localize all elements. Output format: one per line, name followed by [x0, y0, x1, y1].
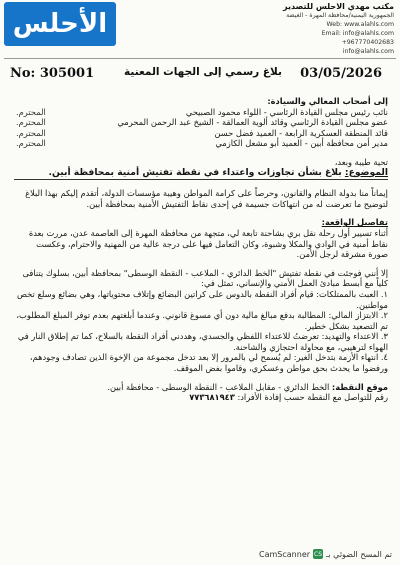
addressee-honorific: المحترم.	[16, 117, 46, 128]
subject-line	[14, 168, 388, 179]
addressee-honorific: المحترم.	[16, 127, 46, 138]
facts-paragraph-2: إلا أنني فوجئت في نقطة تفتيش "الخط الدائري - الملاعب - النقطة الوسطى" بمحافظة أبين، بسلوك يتنافى كلياً مع أبسط مبادئ العمل الأمني والإنساني، تمثل في:	[22, 267, 388, 289]
contact-number: ٧٧٣٦٨١٩٤٣	[189, 392, 235, 403]
subject-text: بلاغ بشأن تجاوزات واعتداء في نقطة تفتيش أمنية بمحافظة أبين.	[48, 166, 342, 178]
letter-body	[14, 96, 388, 403]
subject-underline	[14, 179, 388, 180]
camscanner-icon: CS	[314, 550, 323, 558]
addressee-name: مدير أمن محافظة أبين - العميد أبو مشعل الكازمي	[215, 138, 388, 149]
company-email: Email: info@alahls.com	[321, 30, 394, 37]
addressee-line	[14, 128, 388, 139]
document-date: 03/05/2026	[300, 66, 382, 81]
addressee-name: عضو مجلس القيادة الرئاسي وقائد ألوية العمالقة - الشيخ عبد الرحمن المحرمي	[117, 117, 388, 128]
addressee-line	[14, 117, 388, 128]
document-title: بلاغ رسمي إلى الجهات المعنية	[124, 66, 282, 78]
addressee-honorific: المحترم.	[16, 106, 46, 117]
addressees-intro: إلى أصحاب المعالي والسيادة:	[267, 96, 388, 106]
location-line	[14, 382, 388, 393]
company-logo	[4, 2, 116, 46]
location-label: موقع النقطة:	[331, 381, 388, 392]
violation-item: ١. العبث بالممتلكات: قيام أفراد النقطة بالدوس على كراتين البضائع وإتلاف محتوياتها، وهي بضائع وسلع تخص مواطنين.	[16, 288, 388, 310]
addressee-line	[14, 138, 388, 149]
greeting: تحية طيبة وبعد،	[334, 156, 388, 167]
company-country: الجمهورية اليمنية/محافظة المهرة - الغيضة	[286, 12, 394, 19]
company-web: Web: www.alahls.com	[326, 21, 394, 28]
scanner-app: CamScanner	[259, 549, 311, 559]
violation-item: ٢. الابتزاز المالي: المطالبة بدفع مبالغ مالية دون أي مسوغ قانوني. وعندما أبلغتهم بعدم توفر المبلغ المطلوب، تم التصعيد بشكل خطير.	[16, 310, 388, 331]
contact-line	[14, 392, 388, 403]
violation-item: ٣. الاعتداء والتهديد: تعرضتُ للاعتداء اللفظي والجسدي، وهددني أفراد النقطة بالسلاح، كما تم إطلاق النار في الهواء لترهيبي، مع محاولة احتجازي والشاحنة.	[17, 331, 388, 352]
facts-paragraph-1: أثناء تسيير أول رحلة نقل بري بشاحنة تابعة لي، متجهة من محافظة المهرة إلى العاصمة عدن، مررت بعدة نقاط أمنية في الوادي والمكلا وشبوة، وكان التعامل فيها على درجة عالية من المهنية والاحترام، وعكست صورة مشرقة لرجل الأمن.	[28, 227, 388, 260]
addressee-line	[14, 107, 388, 118]
header-divider	[4, 58, 396, 59]
violation-item: ٤. انتهاء الأزمة بتدخل الغير: لم يُسمح لي بالمرور إلا بعد تدخل مجموعة من الإخوة الذين تصادف وجودهم، ورفضوا ما يحدث بحق مواطن وعسكري، وقاموا بفض الموقف.	[29, 352, 388, 374]
location-text: الخط الدائري - مقابل الملاعب - النقطة الوسطى - محافظة أبين.	[107, 381, 330, 392]
scanner-label: تم المسح الضوئي بـ	[326, 549, 392, 559]
contact-text: رقم للتواصل مع النقطة حسب إفادة الأفراد:	[237, 392, 388, 403]
addressee-honorific: المحترم.	[16, 138, 46, 149]
scanner-watermark	[259, 549, 392, 559]
facts-heading: تفاصيل الواقعة:	[321, 217, 388, 228]
company-contact: info@alahls.com	[342, 48, 394, 55]
company-name: مكتب مهدي الاحلس للتصدير	[283, 2, 394, 11]
intro-paragraph: إيماناً منا بدولة النظام والقانون، وحرصاً على كرامة المواطن وهيبة مؤسسات الدولة، أتقدم إليكم بهذا البلاغ لتوضيح ما تعرضت له من انتهاكات جسيمة في إحدى نقاط التفتيش الأمنية بمحافظة أبين.	[25, 188, 388, 209]
logo-text: الأحلس	[12, 9, 108, 39]
reference-number: No: 305001	[10, 66, 95, 81]
company-phone: +967770402683	[341, 39, 394, 46]
addressee-name: نائب رئيس مجلس القيادة الرئاسي - اللواء محمود الصبيحي	[185, 106, 388, 117]
addressee-name: قائد المنطقة العسكرية الرابعة - العميد فضل حسن	[214, 127, 388, 138]
subject-label: الموضوع:	[344, 166, 388, 178]
company-info	[194, 2, 394, 56]
